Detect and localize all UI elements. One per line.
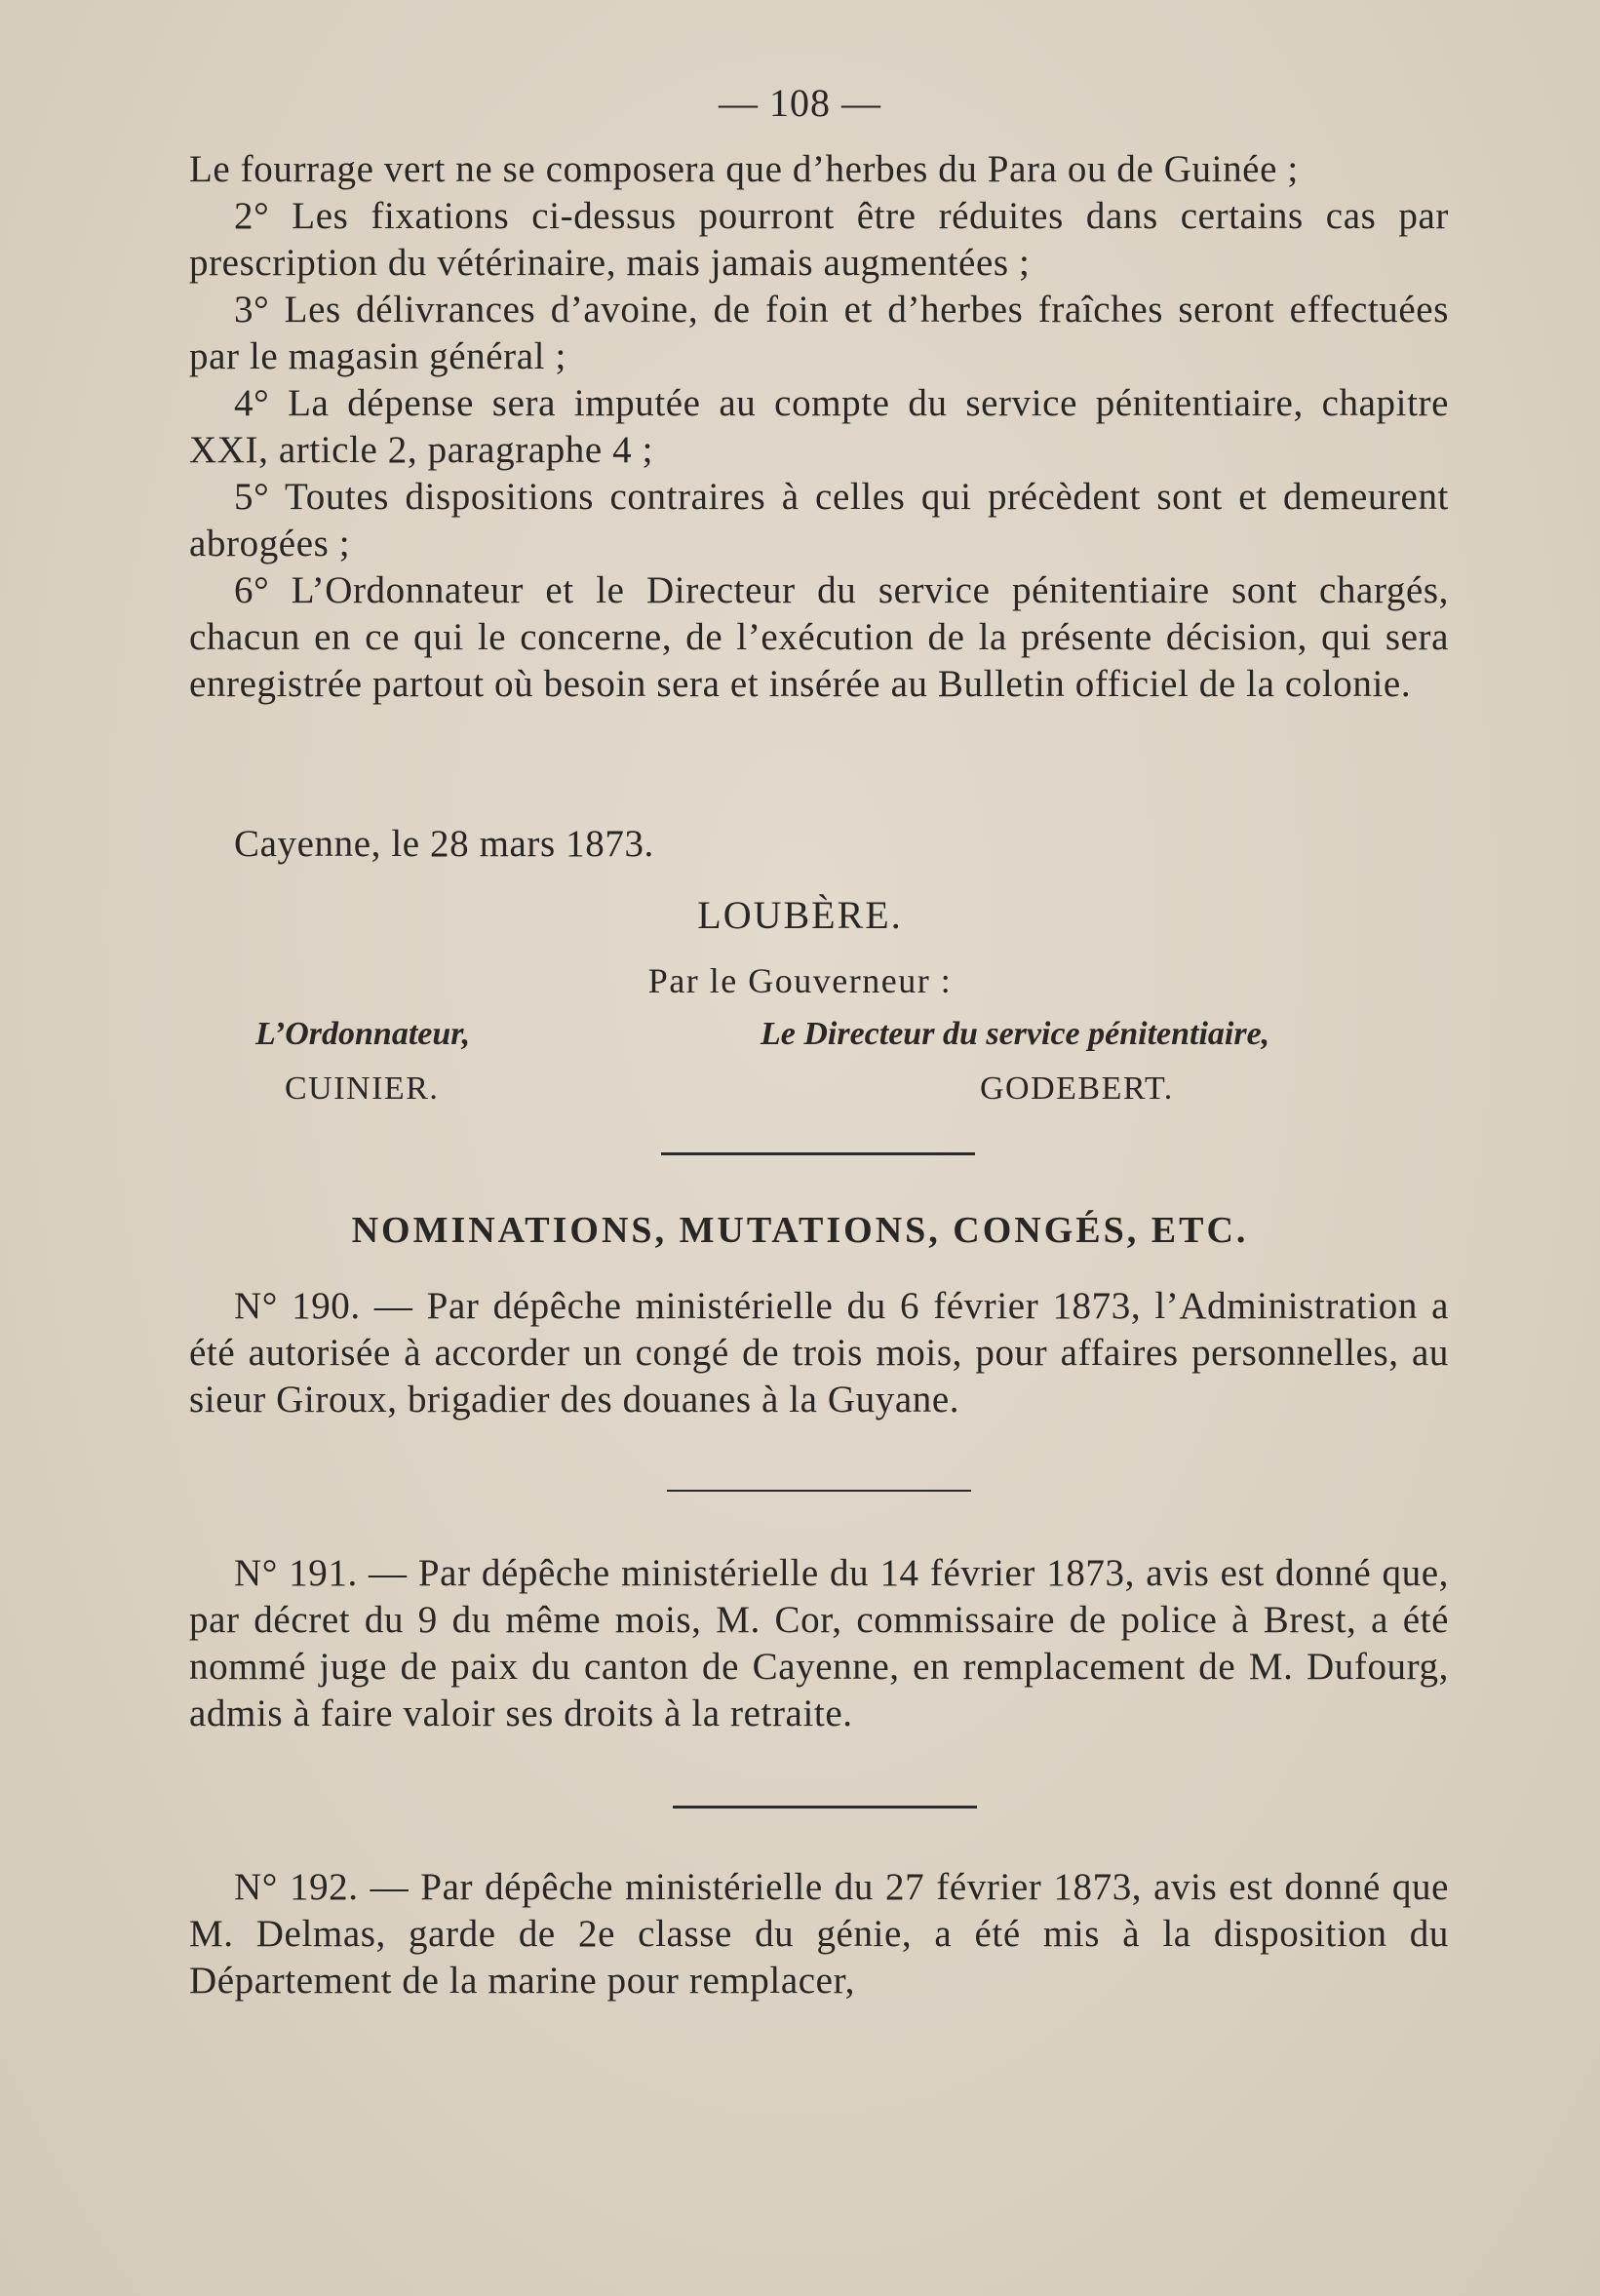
- entry-190-text: N° 190. — Par dépêche ministérielle du 6 février 1873, l’Administration a été autorisée à accorder un congé de trois mois, pour affaires personnelles, au sieur Giroux, brigadier des douanes à la Guyane.: [189, 1285, 1449, 1420]
- page-number: — 108 —: [719, 81, 881, 125]
- signature-right-name: GODEBERT.: [980, 1070, 1174, 1107]
- paragraph-article-5: 5° Toutes dispositions contraires à celles qui précèdent sont et demeurent abrogées ;: [189, 476, 1449, 564]
- signature-left-title: L’Ordonnateur,: [255, 1016, 471, 1052]
- divider-rule: [673, 1806, 977, 1809]
- divider-rule: [661, 1152, 975, 1155]
- signature-right-title: Le Directeur du service pénitentiaire,: [761, 1016, 1270, 1052]
- divider-rule: [667, 1490, 971, 1492]
- entry-191: [189, 1550, 1449, 1737]
- paragraph-fourrage: Le fourrage vert ne se composera que d’herbes du Para ou de Guinée ;: [189, 148, 1299, 190]
- entry-192: [189, 1864, 1449, 2004]
- paragraph-article-3: 3° Les délivrances d’avoine, de foin et d’herbes fraîches seront effectuées par le magasin général ;: [189, 289, 1449, 377]
- date-line-block: [189, 821, 1449, 868]
- entry-192-text: N° 192. — Par dépêche ministérielle du 27 février 1873, avis est donné que M. Delmas, garde de 2e classe du génie, a été mis à la disposition du Département de la marine pour remplacer,: [189, 1866, 1449, 2002]
- paragraph-article-2: 2° Les fixations ci-dessus pourront être réduites dans certains cas par prescription du vétérinaire, mais jamais augmentées ;: [189, 195, 1449, 284]
- paragraph-article-6: 6° L’Ordonnateur et le Directeur du service pénitentiaire sont chargés, chacun en ce qui le concerne, de l’exécution de la présente décision, qui sera enregistrée partout où besoin sera et insérée au Bulletin officiel de la colonie.: [189, 569, 1449, 705]
- section-heading: NOMINATIONS, MUTATIONS, CONGÉS, ETC.: [351, 1210, 1249, 1251]
- paragraph-article-4: 4° La dépense sera imputée au compte du service pénitentiaire, chapitre XXI, article 2, paragraphe 4 ;: [189, 382, 1449, 471]
- decision-continuation: [189, 146, 1449, 708]
- entry-190: [189, 1283, 1449, 1423]
- signature-left-name: CUINIER.: [285, 1070, 440, 1107]
- par-le-gouverneur: Par le Gouverneur :: [647, 961, 953, 1000]
- date-line: Cayenne, le 28 mars 1873.: [234, 823, 654, 865]
- signatory-name: LOUBÈRE.: [697, 893, 903, 937]
- entry-191-text: N° 191. — Par dépêche ministérielle du 14 février 1873, avis est donné que, par décret du 9 du même mois, M. Cor, commissaire de police à Brest, a été nommé juge de paix du canton de Cayenne, en remplacement de M. Dufourg, admis à faire valoir ses droits à la retraite.: [189, 1552, 1449, 1734]
